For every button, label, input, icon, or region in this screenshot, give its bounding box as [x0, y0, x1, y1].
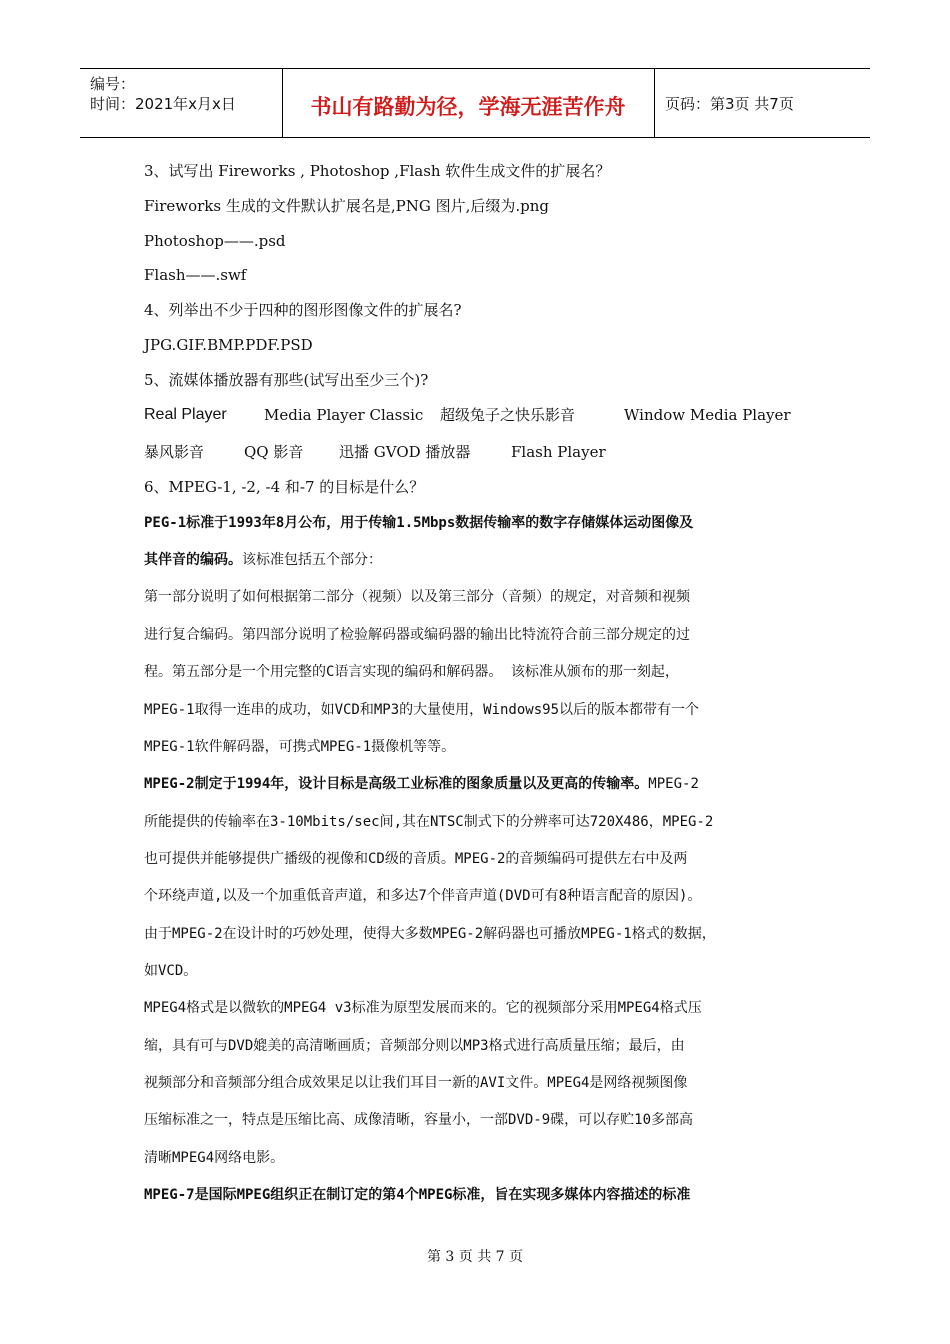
- q3-answer-fireworks: Fireworks 生成的文件默认扩展名是,PNG 图片,后缀为.png: [144, 197, 549, 215]
- mpeg2-line: [144, 774, 699, 794]
- player-item: 迅播 GVOD 播放器: [339, 443, 471, 461]
- q3-answer-photoshop: Photoshop——.psd: [144, 232, 286, 250]
- player-item: Window Media Player: [624, 406, 791, 424]
- mpeg1-line: [144, 550, 382, 570]
- mpeg2-heading: MPEG-2制定于1994年，设计目标是高级工业标准的图象质量以及更高的传输率。: [144, 776, 649, 792]
- mpeg4-paragraph-line: 视频部分和音频部分组合成效果足以让我们耳目一新的AVI文件。MPEG4是网络视频图像: [144, 1075, 688, 1091]
- mpeg1-heading-end: 其伴音的编码。: [144, 552, 242, 568]
- mpeg4-paragraph-line: 压缩标准之一，特点是压缩比高、成像清晰，容量小，一部DVD-9碟，可以存贮10多部高: [144, 1112, 693, 1128]
- mpeg1-paragraph-line: MPEG-1取得一连串的成功，如VCD和MP3的大量使用，Windows95以后的版本都带有一个: [144, 702, 700, 718]
- player-item: Media Player Classic: [264, 406, 424, 424]
- header-page-cell: [655, 69, 870, 137]
- player-item: Real Player: [144, 406, 227, 423]
- serial-label: 编号：: [90, 75, 136, 93]
- player-item: 暴风影音: [144, 443, 205, 461]
- time-label: 时间：2021年x月x日: [90, 95, 236, 113]
- mpeg1-intro: 该标准包括五个部分：: [242, 552, 382, 568]
- player-item: Flash Player: [511, 443, 606, 461]
- mpeg2-start: MPEG-2: [648, 776, 699, 792]
- mpeg2-paragraph-line: 也可提供并能够提供广播级的视像和CD级的音质。MPEG-2的音频编码可提供左右中及两: [144, 851, 688, 867]
- mpeg1-paragraph-line: MPEG-1软件解码器，可携式MPEG-1摄像机等等。: [144, 739, 456, 755]
- mpeg4-paragraph-line: 清晰MPEG4网络电影。: [144, 1150, 285, 1166]
- page-footer: 第 3 页 共 7 页: [426, 1249, 524, 1265]
- motto: 书山有路勤为径，学海无涯苦作舟: [310, 95, 626, 119]
- player-item: 超级兔子之快乐影音: [440, 406, 576, 424]
- mpeg2-paragraph-line: 个环绕声道,以及一个加重低音声道，和多达7个伴音声道(DVD可有8种语言配音的原因)。: [144, 888, 702, 904]
- mpeg2-paragraph-line: 如VCD。: [144, 963, 198, 979]
- mpeg2-paragraph-line: 由于MPEG-2在设计时的巧妙处理，使得大多数MPEG-2解码器也可播放MPEG-1格式的数据，: [144, 926, 716, 942]
- mpeg1-paragraph-line: 进行复合编码。第四部分说明了检验解码器或编码器的输出比特流符合前三部分规定的过: [144, 627, 690, 643]
- mpeg4-paragraph-line: MPEG4格式是以微软的MPEG4 v3标准为原型发展而来的。它的视频部分采用MPEG4格式压: [144, 1000, 702, 1016]
- mpeg7-heading: MPEG-7是国际MPEG组织正在制订定的第4个MPEG标准，旨在实现多媒体内容描述的标准: [144, 1187, 691, 1203]
- q4-answer: JPG.GIF.BMP.PDF.PSD: [144, 336, 313, 354]
- header-motto-cell: [282, 69, 655, 137]
- q4-question: 4、列举出不少于四种的图形图像文件的扩展名?: [144, 301, 462, 319]
- q5-question: 5、流媒体播放器有那些(试写出至少三个)?: [144, 371, 429, 389]
- mpeg4-paragraph-line: 缩，具有可与DVD媲美的高清晰画质；音频部分则以MP3格式进行高质量压缩；最后，由: [144, 1038, 685, 1054]
- mpeg1-paragraph-line: 程。第五部分是一个用完整的C语言实现的编码和解码器。 该标准从颁布的那一刻起，: [144, 664, 679, 680]
- q3-question: 3、试写出 Fireworks , Photoshop ,Flash 软件生成文件的扩展名？: [144, 162, 611, 180]
- player-item: QQ 影音: [244, 443, 304, 461]
- mpeg2-paragraph-line: 所能提供的传输率在3-10Mbits/sec间,其在NTSC制式下的分辨率可达720X486，MPEG-2: [144, 814, 714, 830]
- q3-answer-flash: Flash——.swf: [144, 266, 247, 284]
- mpeg1-heading: PEG-1标准于1993年8月公布，用于传输1.5Mbps数据传输率的数字存储媒体运动图像及: [144, 515, 694, 531]
- page-header: [80, 68, 870, 138]
- page-info: 页码：第3页 共7页: [665, 95, 794, 113]
- mpeg1-paragraph-line: 第一部分说明了如何根据第二部分（视频）以及第三部分（音频）的规定，对音频和视频: [144, 589, 690, 605]
- header-meta-cell: [80, 69, 283, 137]
- q6-question: 6、MPEG-1, -2, -4 和-7 的目标是什么？: [144, 478, 425, 496]
